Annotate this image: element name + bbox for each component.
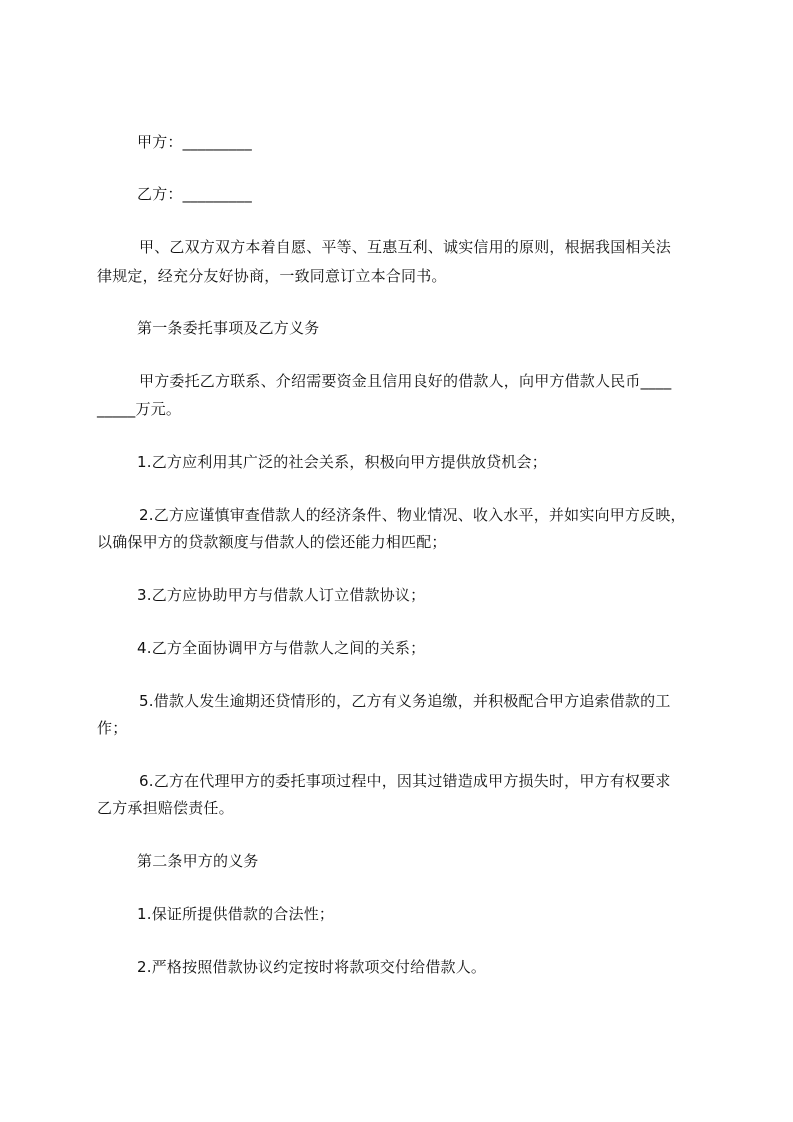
article1-body-line-2: _____万元。 — [97, 400, 182, 418]
article2-item-1: 1.保证所提供借款的合法性； — [137, 905, 335, 923]
article1-item-3: 3.乙方应协助甲方与借款人订立借款协议； — [137, 586, 426, 604]
intro-line-1: 甲、乙双方双方本着自愿、平等、互惠互利、诚实信用的原则，根据我国相关法 — [139, 238, 672, 256]
article1-item-2-line-1: 2.乙方应谨慎审查借款人的经济条件、物业情况、收入水平，并如实向甲方反映， — [139, 506, 686, 524]
article1-item-6-line-2: 乙方承担赔偿责任。 — [97, 799, 234, 817]
article1-item-4: 4.乙方全面协调甲方与借款人之间的关系； — [137, 639, 426, 657]
intro-line-2: 律规定，经充分友好协商，一致同意订立本合同书。 — [97, 267, 447, 285]
article1-item-5-line-1: 5.借款人发生逾期还贷情形的，乙方有义务追缴，并积极配合甲方追索借款的工 — [139, 692, 671, 710]
party-a-line: 甲方：_________ — [137, 133, 252, 151]
article1-heading: 第一条委托事项及乙方义务 — [137, 319, 320, 337]
article1-item-5-line-2: 作； — [97, 719, 128, 737]
article1-body-line-1: 甲方委托乙方联系、介绍需要资金且信用良好的借款人，向甲方借款人民币____ — [139, 372, 672, 390]
article1-item-6-line-1: 6.乙方在代理甲方的委托事项过程中，因其过错造成甲方损失时，甲方有权要求 — [139, 772, 671, 790]
article2-heading: 第二条甲方的义务 — [137, 852, 259, 870]
party-b-line: 乙方：_________ — [137, 185, 252, 203]
article2-item-2: 2.严格按照借款协议约定按时将款项交付给借款人。 — [137, 958, 487, 976]
article1-item-1: 1.乙方应利用其广泛的社会关系，积极向甲方提供放贷机会； — [137, 453, 547, 471]
article1-item-2-line-2: 以确保甲方的贷款额度与借款人的偿还能力相匹配； — [97, 533, 447, 551]
